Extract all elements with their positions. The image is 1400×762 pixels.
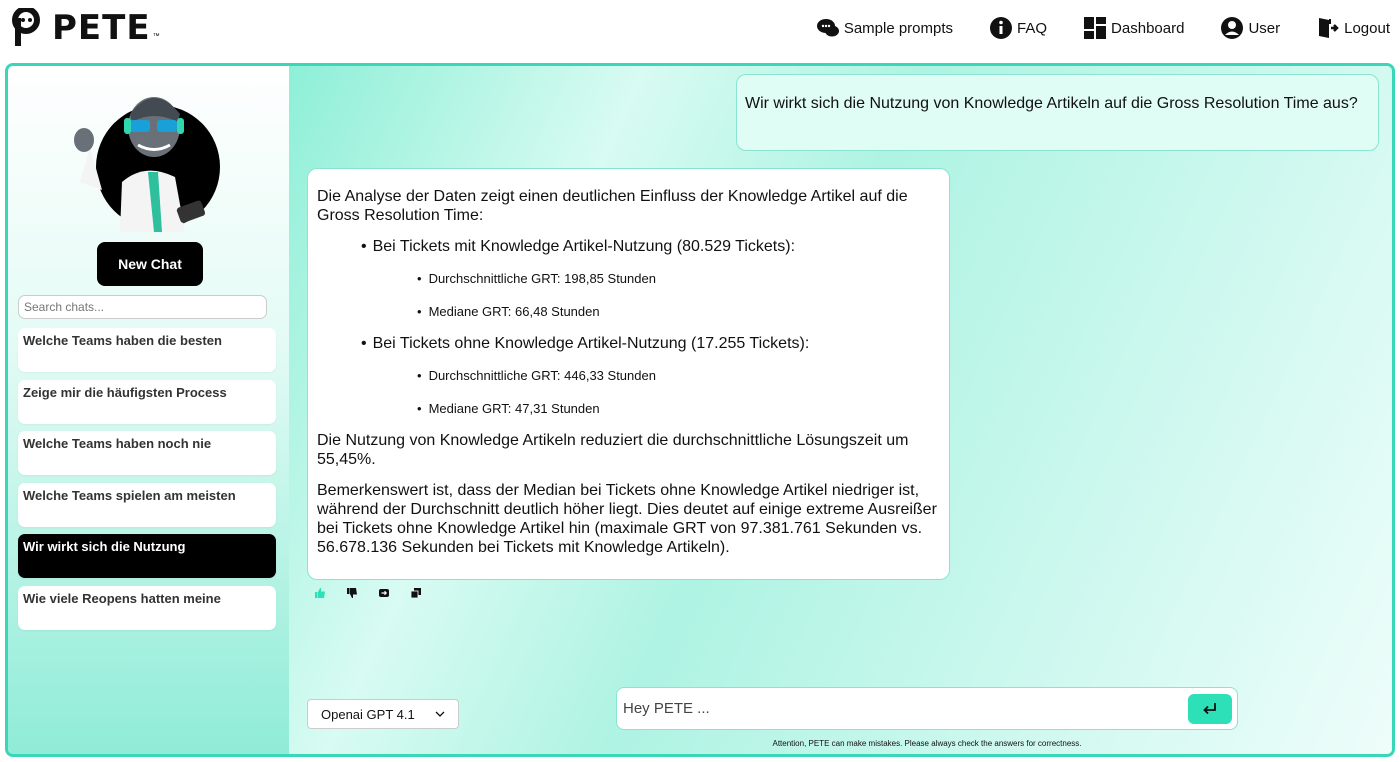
chat-input[interactable] (623, 688, 1183, 729)
brand-tm: ™ (152, 33, 160, 40)
app-frame (5, 63, 1395, 757)
nav-user-label: User (1248, 19, 1281, 37)
assistant-paragraph: Bemerkenswert ist, dass der Median bei Tickets ohne Knowledge Artikel niedriger ist, während der Durchschnitt deutlich höher liegt. Dies deutet auf einige extreme Ausreißer bei Tickets ohne Knowledge Artikel hin (maximale GRT von 97.381.761 Sekunden vs. 56.678.136 Sekunden bei Tickets mit Knowledge Artikeln). (317, 482, 937, 556)
copy-icon[interactable] (411, 588, 421, 598)
info-icon (989, 16, 1013, 40)
chat-history-list (18, 328, 276, 638)
chat-history-item[interactable]: Wie viele Reopens hatten meine (18, 586, 276, 630)
nav-faq-label: FAQ (1017, 19, 1048, 37)
group-title: Bei Tickets ohne Knowledge Artikel-Nutzung (17.255 Tickets): (372, 335, 810, 352)
brand-name: PETE (52, 8, 151, 48)
chevron-down-icon (435, 711, 445, 717)
search-chats-input[interactable] (18, 295, 267, 319)
new-chat-button[interactable]: New Chat (97, 242, 203, 286)
nav-faq[interactable] (989, 16, 1047, 40)
group-title: Bei Tickets mit Knowledge Artikel-Nutzung (80.529 Tickets): (372, 238, 796, 255)
chat-history-item[interactable]: Welche Teams spielen am meisten (18, 483, 276, 527)
nav-dashboard-label: Dashboard (1111, 19, 1185, 37)
list-item-text: Mediane GRT: 66,48 Stunden (428, 304, 600, 319)
chat-history-item[interactable]: Zeige mir die häufigsten Process (18, 380, 276, 424)
nav-sample-prompts-label: Sample prompts (843, 19, 954, 37)
chat-history-item[interactable]: Welche Teams haben noch nie (18, 431, 276, 475)
top-nav (816, 16, 1390, 40)
send-button[interactable] (1188, 694, 1232, 724)
message-actions (315, 588, 421, 598)
list-item: • Mediane GRT: 47,31 Stunden (417, 398, 940, 419)
list-item: • Mediane GRT: 66,48 Stunden (417, 301, 940, 322)
sub-list (417, 365, 940, 419)
chat-history-item-active[interactable]: Wir wirkt sich die Nutzung (18, 534, 276, 578)
model-select-value: Openai GPT 4.1 (321, 706, 415, 722)
user-message: Wir wirkt sich die Nutzung von Knowledge Artikeln auf die Gross Resolution Time aus? (736, 74, 1379, 151)
assistant-intro: Die Analyse der Daten zeigt einen deutlichen Einfluss der Knowledge Artikel auf die Gross Resolution Time: (317, 188, 908, 224)
list-item-text: Durchschnittliche GRT: 198,85 Stunden (428, 271, 656, 286)
pete-avatar (50, 72, 220, 232)
list-item: • Bei Tickets ohne Knowledge Artikel-Nutzung (17.255 Tickets): (361, 335, 810, 352)
nav-logout[interactable] (1316, 16, 1390, 40)
nav-user[interactable] (1220, 16, 1280, 40)
list-item: • Durchschnittliche GRT: 198,85 Stunden (417, 268, 940, 289)
chat-main (289, 66, 1392, 754)
chat-composer (616, 687, 1238, 730)
logo[interactable] (12, 8, 160, 48)
list-item-text: Durchschnittliche GRT: 446,33 Stunden (428, 368, 656, 383)
sub-list (417, 268, 940, 322)
chat-bubbles-icon (816, 16, 840, 40)
list-item-text: Mediane GRT: 47,31 Stunden (428, 401, 600, 416)
top-header (0, 0, 1400, 60)
nav-dashboard[interactable] (1083, 16, 1184, 40)
sidebar (8, 66, 289, 754)
assistant-paragraph: Die Nutzung von Knowledge Artikeln reduziert die durchschnittliche Lösungszeit um 55,45%. (317, 432, 909, 468)
logout-door-icon (1316, 16, 1340, 40)
assistant-message (307, 168, 950, 580)
enter-arrow-icon (1202, 702, 1218, 716)
user-circle-icon (1220, 16, 1244, 40)
thumbs-down-icon[interactable] (347, 588, 357, 598)
pete-logo-icon (12, 8, 46, 48)
disclaimer-text: Attention, PETE can make mistakes. Please always check the answers for correctness. (772, 739, 1082, 748)
model-select[interactable] (307, 699, 459, 729)
share-icon[interactable] (379, 588, 389, 598)
thumbs-up-icon[interactable] (315, 588, 325, 598)
list-item: • Durchschnittliche GRT: 446,33 Stunden (417, 365, 940, 386)
assistant-list (361, 237, 940, 419)
dashboard-grid-icon (1083, 16, 1107, 40)
nav-logout-label: Logout (1344, 19, 1390, 37)
list-item: • Bei Tickets mit Knowledge Artikel-Nutzung (80.529 Tickets): (361, 238, 796, 255)
chat-history-item[interactable]: Welche Teams haben die besten (18, 328, 276, 372)
nav-sample-prompts[interactable] (816, 16, 953, 40)
